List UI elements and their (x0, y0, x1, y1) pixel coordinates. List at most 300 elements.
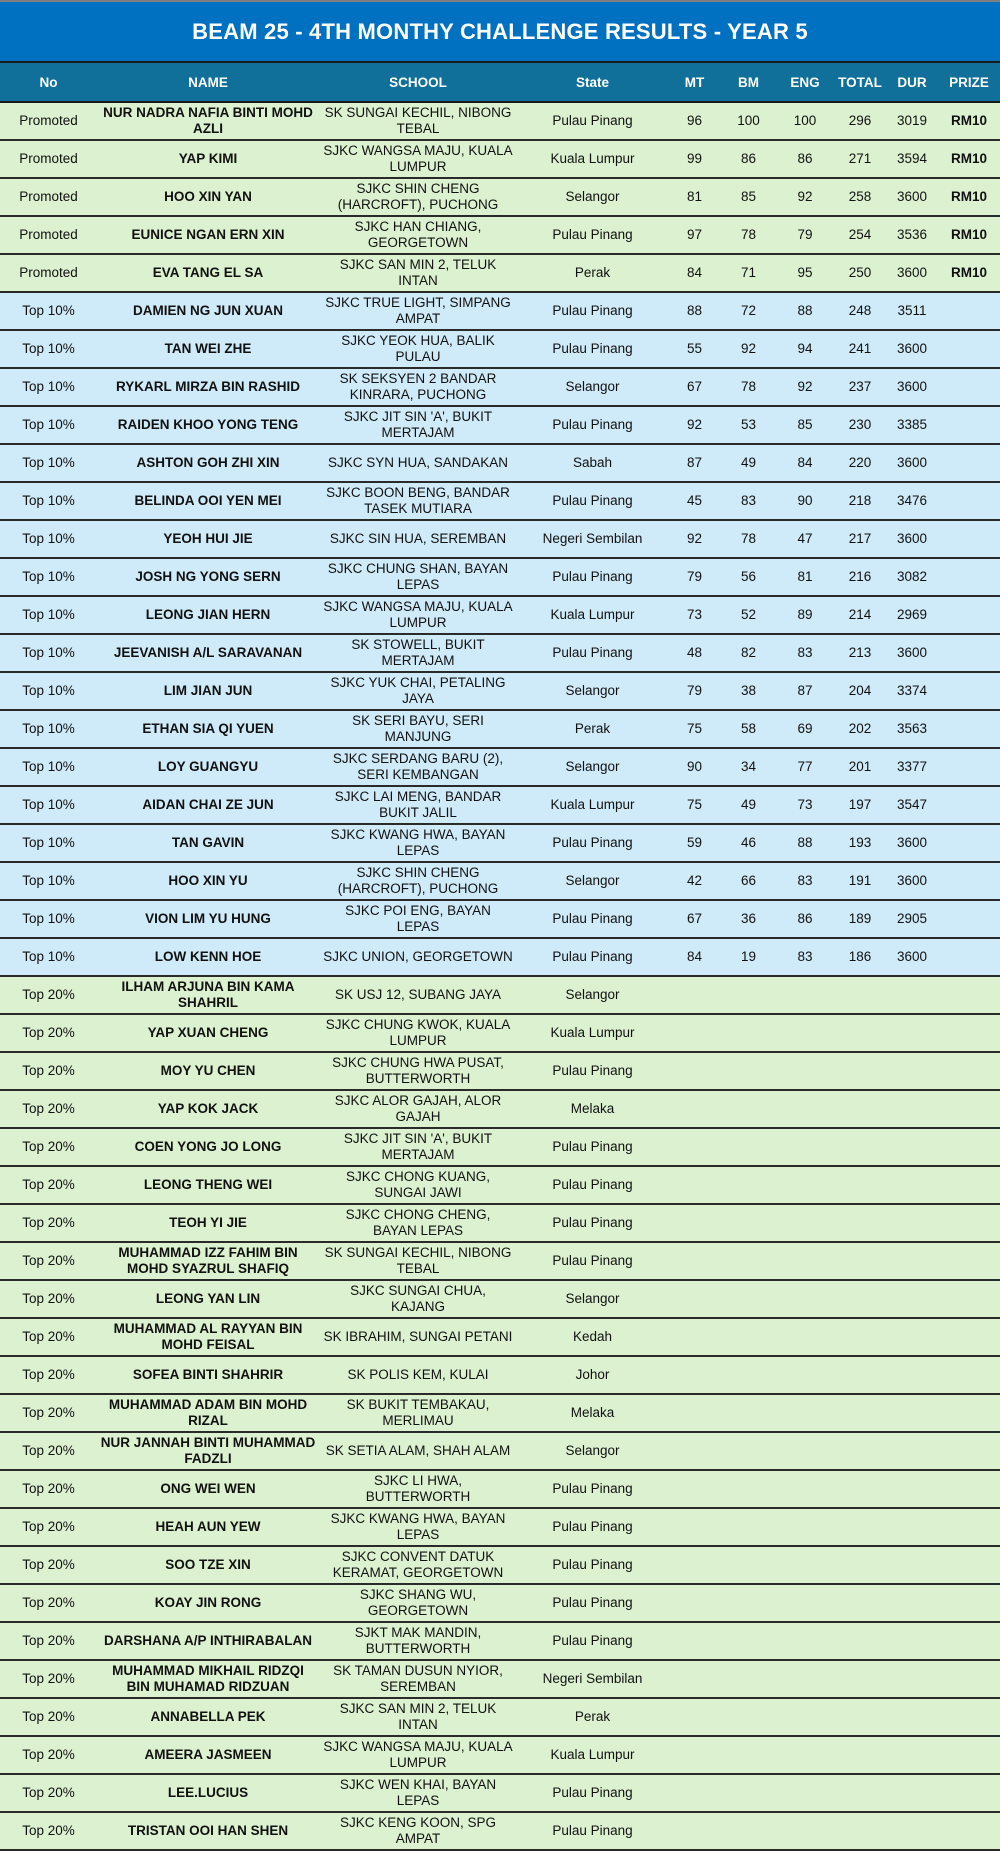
cell-dur: 3374 (886, 672, 938, 710)
cell-rank: Top 10% (0, 786, 97, 824)
cell-mt (668, 1204, 721, 1242)
cell-mt: 81 (668, 178, 721, 216)
cell-prize (938, 1698, 1000, 1736)
cell-bm (721, 1546, 776, 1584)
table-row (0, 824, 1000, 862)
cell-bm (721, 1508, 776, 1546)
table-row (0, 1280, 1000, 1318)
cell-dur: 3594 (886, 140, 938, 178)
page-title: BEAM 25 - 4TH MONTHY CHALLENGE RESULTS - YEAR 5 (0, 2, 1000, 63)
cell-name: TRISTAN OOI HAN SHEN (97, 1812, 319, 1850)
cell-dur (886, 1774, 938, 1812)
cell-name: MOY YU CHEN (97, 1052, 319, 1090)
cell-prize (938, 1318, 1000, 1356)
cell-prize (938, 292, 1000, 330)
cell-rank: Top 10% (0, 748, 97, 786)
table-row (0, 140, 1000, 178)
cell-state: Pulau Pinang (517, 1052, 668, 1090)
cell-total (834, 976, 886, 1014)
cell-name: ILHAM ARJUNA BIN KAMA SHAHRIL (97, 976, 319, 1014)
cell-school: SK USJ 12, SUBANG JAYA (319, 976, 517, 1014)
cell-dur: 3511 (886, 292, 938, 330)
cell-bm (721, 1622, 776, 1660)
cell-school: SJKC LAI MENG, BANDAR BUKIT JALIL (319, 786, 517, 824)
table-row (0, 976, 1000, 1014)
cell-prize (938, 1660, 1000, 1698)
cell-dur (886, 1698, 938, 1736)
cell-total: 254 (834, 216, 886, 254)
table-row (0, 178, 1000, 216)
cell-rank: Promoted (0, 102, 97, 140)
cell-eng: 69 (776, 710, 834, 748)
cell-dur (886, 1014, 938, 1052)
cell-mt (668, 1090, 721, 1128)
cell-eng: 88 (776, 824, 834, 862)
column-header-state: State (517, 63, 668, 102)
column-header-school: SCHOOL (319, 63, 517, 102)
cell-state: Pulau Pinang (517, 1774, 668, 1812)
cell-bm: 46 (721, 824, 776, 862)
cell-state: Pulau Pinang (517, 216, 668, 254)
cell-bm: 78 (721, 368, 776, 406)
cell-school: SK SERI BAYU, SERI MANJUNG (319, 710, 517, 748)
column-header-name: NAME (97, 63, 319, 102)
cell-bm: 100 (721, 102, 776, 140)
cell-mt: 87 (668, 444, 721, 482)
cell-mt: 92 (668, 520, 721, 558)
cell-state: Pulau Pinang (517, 1546, 668, 1584)
cell-total (834, 1090, 886, 1128)
cell-rank: Top 10% (0, 634, 97, 672)
cell-name: HEAH AUN YEW (97, 1508, 319, 1546)
cell-state: Melaka (517, 1394, 668, 1432)
cell-name: LEONG YAN LIN (97, 1280, 319, 1318)
cell-state: Selangor (517, 862, 668, 900)
cell-name: NUR NADRA NAFIA BINTI MOHD AZLI (97, 102, 319, 140)
cell-eng (776, 1014, 834, 1052)
cell-name: DARSHANA A/P INTHIRABALAN (97, 1622, 319, 1660)
cell-eng: 89 (776, 596, 834, 634)
cell-mt (668, 1242, 721, 1280)
cell-mt: 96 (668, 102, 721, 140)
cell-eng (776, 1660, 834, 1698)
cell-total: 296 (834, 102, 886, 140)
cell-total: 201 (834, 748, 886, 786)
cell-rank: Top 20% (0, 1166, 97, 1204)
cell-prize (938, 596, 1000, 634)
cell-total (834, 1546, 886, 1584)
cell-dur: 3536 (886, 216, 938, 254)
column-header-prize: PRIZE (938, 63, 1000, 102)
cell-rank: Top 20% (0, 1508, 97, 1546)
cell-name: EVA TANG EL SA (97, 254, 319, 292)
cell-rank: Top 20% (0, 1242, 97, 1280)
cell-rank: Top 20% (0, 1470, 97, 1508)
cell-name: ONG WEI WEN (97, 1470, 319, 1508)
cell-state: Kuala Lumpur (517, 140, 668, 178)
cell-school: SJKC YUK CHAI, PETALING JAYA (319, 672, 517, 710)
cell-bm (721, 1166, 776, 1204)
cell-school: SJKC WANGSA MAJU, KUALA LUMPUR (319, 596, 517, 634)
cell-mt: 90 (668, 748, 721, 786)
cell-eng: 95 (776, 254, 834, 292)
cell-bm (721, 1394, 776, 1432)
cell-prize (938, 938, 1000, 976)
cell-dur (886, 1812, 938, 1850)
cell-rank: Top 20% (0, 1128, 97, 1166)
cell-prize (938, 748, 1000, 786)
table-row (0, 292, 1000, 330)
cell-rank: Promoted (0, 216, 97, 254)
cell-dur (886, 1090, 938, 1128)
cell-eng (776, 1356, 834, 1394)
cell-dur (886, 1584, 938, 1622)
table-row (0, 444, 1000, 482)
cell-school: SK TAMAN DUSUN NYIOR, SEREMBAN (319, 1660, 517, 1698)
cell-school: SK POLIS KEM, KULAI (319, 1356, 517, 1394)
cell-prize: RM10 (938, 140, 1000, 178)
cell-school: SJKC YEOK HUA, BALIK PULAU (319, 330, 517, 368)
cell-bm: 78 (721, 216, 776, 254)
cell-school: SJKC HAN CHIANG, GEORGETOWN (319, 216, 517, 254)
cell-name: KOAY JIN RONG (97, 1584, 319, 1622)
cell-school: SJKC CHONG KUANG, SUNGAI JAWI (319, 1166, 517, 1204)
cell-bm (721, 1812, 776, 1850)
cell-rank: Top 20% (0, 1774, 97, 1812)
cell-total (834, 1470, 886, 1508)
cell-mt (668, 1774, 721, 1812)
table-row (0, 1432, 1000, 1470)
cell-state: Pulau Pinang (517, 1584, 668, 1622)
cell-prize (938, 1052, 1000, 1090)
cell-bm: 38 (721, 672, 776, 710)
cell-name: VION LIM YU HUNG (97, 900, 319, 938)
cell-name: NUR JANNAH BINTI MUHAMMAD FADZLI (97, 1432, 319, 1470)
cell-school: SJKC SAN MIN 2, TELUK INTAN (319, 254, 517, 292)
cell-name: LEONG THENG WEI (97, 1166, 319, 1204)
cell-school: SJKC WEN KHAI, BAYAN LEPAS (319, 1774, 517, 1812)
cell-bm: 49 (721, 444, 776, 482)
cell-eng: 47 (776, 520, 834, 558)
cell-state: Melaka (517, 1090, 668, 1128)
cell-prize (938, 786, 1000, 824)
cell-dur (886, 1128, 938, 1166)
cell-name: AMEERA JASMEEN (97, 1736, 319, 1774)
results-table (0, 63, 1000, 1851)
cell-prize (938, 1470, 1000, 1508)
cell-eng: 94 (776, 330, 834, 368)
cell-school: SK SUNGAI KECHIL, NIBONG TEBAL (319, 102, 517, 140)
cell-prize (938, 558, 1000, 596)
cell-name: JOSH NG YONG SERN (97, 558, 319, 596)
cell-mt (668, 1280, 721, 1318)
cell-state: Pulau Pinang (517, 1242, 668, 1280)
cell-mt (668, 1356, 721, 1394)
cell-total: 218 (834, 482, 886, 520)
cell-rank: Top 20% (0, 1014, 97, 1052)
cell-dur: 3600 (886, 178, 938, 216)
cell-name: YAP KOK JACK (97, 1090, 319, 1128)
cell-state: Perak (517, 254, 668, 292)
cell-rank: Top 20% (0, 1660, 97, 1698)
cell-name: MUHAMMAD MIKHAIL RIDZQI BIN MUHAMAD RIDZUAN (97, 1660, 319, 1698)
cell-bm (721, 1014, 776, 1052)
cell-total (834, 1394, 886, 1432)
cell-school: SK SEKSYEN 2 BANDAR KINRARA, PUCHONG (319, 368, 517, 406)
cell-total: 202 (834, 710, 886, 748)
cell-eng (776, 1546, 834, 1584)
cell-mt: 45 (668, 482, 721, 520)
cell-mt (668, 1584, 721, 1622)
cell-dur: 3377 (886, 748, 938, 786)
cell-name: DAMIEN NG JUN XUAN (97, 292, 319, 330)
cell-dur (886, 1470, 938, 1508)
cell-total: 237 (834, 368, 886, 406)
cell-name: LOY GUANGYU (97, 748, 319, 786)
cell-mt: 67 (668, 368, 721, 406)
cell-mt (668, 1128, 721, 1166)
cell-dur (886, 1660, 938, 1698)
cell-prize (938, 1546, 1000, 1584)
cell-school: SJKC ALOR GAJAH, ALOR GAJAH (319, 1090, 517, 1128)
cell-total (834, 1698, 886, 1736)
table-row (0, 520, 1000, 558)
cell-eng: 86 (776, 900, 834, 938)
table-row (0, 1584, 1000, 1622)
cell-prize (938, 1242, 1000, 1280)
cell-eng: 92 (776, 368, 834, 406)
cell-dur (886, 1508, 938, 1546)
cell-eng (776, 1470, 834, 1508)
cell-mt: 84 (668, 938, 721, 976)
cell-prize (938, 406, 1000, 444)
cell-eng: 88 (776, 292, 834, 330)
cell-rank: Top 20% (0, 1204, 97, 1242)
cell-eng: 85 (776, 406, 834, 444)
cell-total (834, 1204, 886, 1242)
cell-dur (886, 976, 938, 1014)
cell-total (834, 1128, 886, 1166)
cell-school: SJKC BOON BENG, BANDAR TASEK MUTIARA (319, 482, 517, 520)
cell-dur (886, 1432, 938, 1470)
cell-total: 248 (834, 292, 886, 330)
cell-bm: 85 (721, 178, 776, 216)
cell-rank: Top 10% (0, 482, 97, 520)
cell-prize (938, 1508, 1000, 1546)
cell-name: TAN WEI ZHE (97, 330, 319, 368)
cell-name: AIDAN CHAI ZE JUN (97, 786, 319, 824)
cell-state: Kedah (517, 1318, 668, 1356)
table-row (0, 786, 1000, 824)
table-row (0, 1242, 1000, 1280)
cell-prize (938, 900, 1000, 938)
cell-total: 241 (834, 330, 886, 368)
cell-rank: Top 10% (0, 406, 97, 444)
cell-state: Sabah (517, 444, 668, 482)
cell-dur: 3600 (886, 368, 938, 406)
cell-mt (668, 1014, 721, 1052)
cell-total (834, 1622, 886, 1660)
cell-bm: 71 (721, 254, 776, 292)
cell-school: SJKC KENG KOON, SPG AMPAT (319, 1812, 517, 1850)
cell-dur (886, 1546, 938, 1584)
cell-total: 186 (834, 938, 886, 976)
cell-eng (776, 1394, 834, 1432)
cell-rank: Top 10% (0, 292, 97, 330)
cell-state: Kuala Lumpur (517, 1014, 668, 1052)
cell-dur: 2969 (886, 596, 938, 634)
cell-mt: 73 (668, 596, 721, 634)
column-header-total: TOTAL (834, 63, 886, 102)
cell-rank: Top 10% (0, 330, 97, 368)
cell-dur (886, 1622, 938, 1660)
cell-prize (938, 1584, 1000, 1622)
cell-state: Pulau Pinang (517, 1812, 668, 1850)
cell-prize: RM10 (938, 102, 1000, 140)
cell-mt: 75 (668, 710, 721, 748)
cell-mt (668, 1622, 721, 1660)
cell-total (834, 1166, 886, 1204)
cell-state: Pulau Pinang (517, 1204, 668, 1242)
cell-state: Selangor (517, 368, 668, 406)
cell-mt: 92 (668, 406, 721, 444)
cell-state: Kuala Lumpur (517, 1736, 668, 1774)
cell-bm (721, 1660, 776, 1698)
cell-state: Kuala Lumpur (517, 786, 668, 824)
cell-dur: 3600 (886, 634, 938, 672)
cell-prize (938, 1356, 1000, 1394)
cell-prize (938, 1622, 1000, 1660)
cell-rank: Top 20% (0, 976, 97, 1014)
cell-school: SJKC CHONG CHENG, BAYAN LEPAS (319, 1204, 517, 1242)
cell-total: 220 (834, 444, 886, 482)
cell-name: TEOH YI JIE (97, 1204, 319, 1242)
cell-name: HOO XIN YU (97, 862, 319, 900)
table-row (0, 748, 1000, 786)
cell-name: YEOH HUI JIE (97, 520, 319, 558)
cell-name: LEE.LUCIUS (97, 1774, 319, 1812)
cell-state: Perak (517, 710, 668, 748)
cell-dur (886, 1166, 938, 1204)
cell-eng: 90 (776, 482, 834, 520)
cell-prize (938, 1432, 1000, 1470)
cell-mt (668, 1508, 721, 1546)
cell-name: BELINDA OOI YEN MEI (97, 482, 319, 520)
cell-rank: Top 20% (0, 1622, 97, 1660)
table-row (0, 1052, 1000, 1090)
cell-state: Selangor (517, 1432, 668, 1470)
cell-rank: Top 10% (0, 938, 97, 976)
table-row (0, 368, 1000, 406)
cell-name: MUHAMMAD AL RAYYAN BIN MOHD FEISAL (97, 1318, 319, 1356)
cell-total: 217 (834, 520, 886, 558)
cell-prize (938, 444, 1000, 482)
cell-bm: 58 (721, 710, 776, 748)
table-row (0, 482, 1000, 520)
cell-prize (938, 862, 1000, 900)
cell-total (834, 1356, 886, 1394)
cell-rank: Top 10% (0, 900, 97, 938)
cell-mt (668, 1432, 721, 1470)
cell-school: SJKC CONVENT DATUK KERAMAT, GEORGETOWN (319, 1546, 517, 1584)
table-row (0, 634, 1000, 672)
cell-name: MUHAMMAD IZZ FAHIM BIN MOHD SYAZRUL SHAFIQ (97, 1242, 319, 1280)
cell-school: SJKC SHIN CHENG (HARCROFT), PUCHONG (319, 178, 517, 216)
cell-bm (721, 1774, 776, 1812)
cell-total (834, 1584, 886, 1622)
cell-total (834, 1432, 886, 1470)
cell-name: ASHTON GOH ZHI XIN (97, 444, 319, 482)
cell-state: Pulau Pinang (517, 292, 668, 330)
cell-dur: 3019 (886, 102, 938, 140)
cell-eng (776, 1736, 834, 1774)
cell-eng: 87 (776, 672, 834, 710)
cell-prize (938, 520, 1000, 558)
cell-mt: 75 (668, 786, 721, 824)
cell-mt (668, 1052, 721, 1090)
cell-rank: Top 10% (0, 444, 97, 482)
table-row (0, 1546, 1000, 1584)
cell-mt: 84 (668, 254, 721, 292)
cell-bm (721, 1356, 776, 1394)
table-row (0, 862, 1000, 900)
cell-eng (776, 1090, 834, 1128)
cell-dur: 3600 (886, 254, 938, 292)
table-row (0, 1394, 1000, 1432)
table-row (0, 1014, 1000, 1052)
cell-state: Pulau Pinang (517, 1128, 668, 1166)
cell-mt: 67 (668, 900, 721, 938)
cell-mt: 88 (668, 292, 721, 330)
cell-eng: 86 (776, 140, 834, 178)
cell-name: LIM JIAN JUN (97, 672, 319, 710)
cell-school: SJKC LI HWA, BUTTERWORTH (319, 1470, 517, 1508)
cell-school: SJKC CHUNG SHAN, BAYAN LEPAS (319, 558, 517, 596)
cell-dur (886, 1318, 938, 1356)
cell-bm (721, 1318, 776, 1356)
cell-bm: 34 (721, 748, 776, 786)
cell-name: EUNICE NGAN ERN XIN (97, 216, 319, 254)
table-row (0, 1204, 1000, 1242)
cell-total: 230 (834, 406, 886, 444)
cell-eng: 83 (776, 634, 834, 672)
cell-school: SJKC WANGSA MAJU, KUALA LUMPUR (319, 1736, 517, 1774)
cell-name: ANNABELLA PEK (97, 1698, 319, 1736)
cell-mt (668, 1166, 721, 1204)
cell-bm: 66 (721, 862, 776, 900)
cell-rank: Top 10% (0, 368, 97, 406)
cell-mt: 42 (668, 862, 721, 900)
cell-bm (721, 1242, 776, 1280)
cell-dur: 3600 (886, 824, 938, 862)
cell-state: Pulau Pinang (517, 1622, 668, 1660)
cell-prize (938, 634, 1000, 672)
table-row (0, 1090, 1000, 1128)
cell-rank: Top 20% (0, 1546, 97, 1584)
cell-rank: Top 20% (0, 1736, 97, 1774)
cell-bm: 92 (721, 330, 776, 368)
cell-dur: 3600 (886, 862, 938, 900)
cell-state: Kuala Lumpur (517, 596, 668, 634)
cell-state: Johor (517, 1356, 668, 1394)
cell-eng (776, 1812, 834, 1850)
cell-state: Pulau Pinang (517, 330, 668, 368)
cell-rank: Promoted (0, 140, 97, 178)
cell-prize: RM10 (938, 254, 1000, 292)
cell-name: HOO XIN YAN (97, 178, 319, 216)
cell-bm (721, 976, 776, 1014)
table-row (0, 1812, 1000, 1850)
